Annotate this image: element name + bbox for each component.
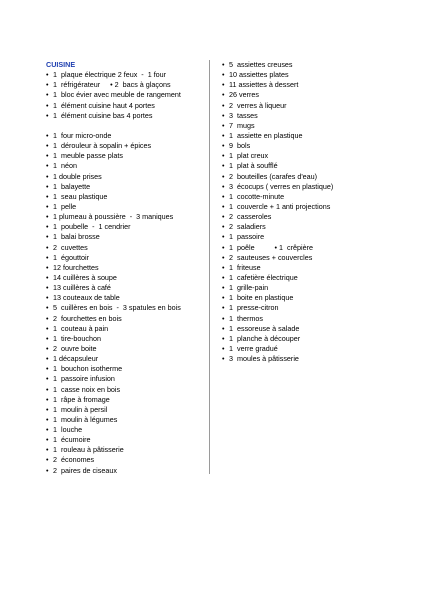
list-item-text: 1 passoire infusion (53, 374, 115, 384)
list-item (222, 253, 392, 263)
bullet-icon: • (222, 303, 225, 313)
list-item (46, 101, 206, 111)
list-item-text: 12 fourchettes (53, 262, 99, 272)
list-item (222, 354, 392, 364)
list-item (46, 273, 206, 283)
left-bottom-list (46, 131, 206, 476)
list-item (46, 415, 206, 425)
list-item (222, 151, 392, 161)
section-heading-cuisine: CUISINE (46, 60, 76, 69)
bullet-icon: • (46, 141, 49, 151)
bullet-icon: • (222, 161, 225, 171)
left-top-list (46, 70, 206, 121)
list-item (222, 314, 392, 324)
list-item (222, 182, 392, 192)
bullet-icon: • (46, 323, 49, 333)
list-item-text: 5 assiettes creuses (229, 60, 293, 69)
list-item-text: 1 bloc évier avec meuble de rangement (53, 90, 181, 100)
list-item-text: 1 casse noix en bois (53, 384, 121, 394)
list-item (46, 314, 206, 324)
bullet-icon: • (46, 354, 49, 364)
bullet-icon: • (46, 293, 49, 303)
list-item-text: 1 friteuse (229, 262, 261, 272)
list-item-text: 1 plaque électrique 2 feux - 1 four (53, 70, 167, 80)
list-item-text: 2 sauteuses + couvercles (229, 252, 313, 262)
list-item (46, 151, 206, 161)
list-item-text: 1 réfrigérateur • 2 bacs à glaçons (53, 80, 171, 90)
right-column (222, 60, 392, 364)
list-item (46, 131, 206, 141)
bullet-icon: • (222, 323, 225, 333)
bullet-icon: • (46, 161, 49, 171)
list-item (222, 232, 392, 242)
list-item (46, 222, 206, 232)
list-item-text: 2 bouteilles (carafes d'eau) (229, 171, 318, 181)
list-item-text: 1 verre gradué (229, 343, 278, 353)
bullet-icon: • (46, 283, 49, 293)
bullet-icon: • (46, 130, 49, 140)
list-item-text: 1 bouchon isotherme (53, 364, 123, 374)
list-item (46, 293, 206, 303)
bullet-icon: • (46, 151, 49, 161)
bullet-icon: • (46, 272, 49, 282)
bullet-icon: • (222, 222, 225, 232)
list-item-text: 26 verres (229, 90, 259, 100)
list-item (222, 141, 392, 151)
bullet-icon: • (222, 354, 225, 364)
list-item (46, 334, 206, 344)
list-item-text: 1 louche (53, 425, 83, 435)
list-item (46, 395, 206, 405)
list-item-text: 2 cuvettes (53, 242, 88, 252)
list-item (46, 263, 206, 273)
bullet-icon: • (46, 70, 49, 80)
list-item (222, 324, 392, 334)
bullet-icon: • (46, 343, 49, 353)
list-item (222, 263, 392, 273)
list-item (222, 222, 392, 232)
bullet-icon: • (46, 425, 49, 435)
list-item-text: 1 néon (53, 161, 77, 171)
bullet-icon: • (46, 262, 49, 272)
list-item-text: 1 égouttoir (53, 252, 89, 262)
list-item (222, 172, 392, 182)
bullet-icon: • (222, 110, 225, 120)
list-item-text: 1 poubelle - 1 cendrier (53, 222, 131, 232)
list-item (46, 192, 206, 202)
list-item (46, 455, 206, 465)
bullet-icon: • (46, 80, 49, 90)
bullet-icon: • (46, 404, 49, 414)
list-item-text: 1 moulin à légumes (53, 414, 118, 424)
list-item-text: 1 grille-pain (229, 283, 269, 293)
list-item-text: 1 plat à soufflé (229, 161, 278, 171)
list-item-text: 3 tasses (229, 110, 258, 120)
list-item-text: 1 tire-bouchon (53, 333, 101, 343)
bullet-icon: • (222, 120, 225, 130)
left-column (46, 60, 206, 476)
bullet-icon: • (46, 333, 49, 343)
list-item (222, 273, 392, 283)
bullet-icon: • (222, 333, 225, 343)
list-item (46, 90, 206, 100)
list-item-text: 1 poêle • 1 crêpière (229, 242, 314, 252)
list-item (46, 172, 206, 182)
bullet-icon: • (46, 232, 49, 242)
bullet-icon: • (222, 212, 225, 222)
list-item-text: 1 boite en plastique (229, 293, 294, 303)
list-item (222, 70, 392, 80)
list-item-text: 1 assiette en plastique (229, 130, 303, 140)
list-item-text: 1 balai brosse (53, 232, 100, 242)
list-item-text: 1 presse-citron (229, 303, 279, 313)
bullet-icon: • (46, 110, 49, 120)
bullet-icon: • (222, 201, 225, 211)
bullet-icon: • (222, 60, 225, 69)
bullet-icon: • (222, 151, 225, 161)
list-item-text: 7 mugs (229, 120, 255, 130)
bullet-icon: • (46, 222, 49, 232)
right-list (222, 60, 392, 364)
list-item-text: 1 balayette (53, 181, 91, 191)
column-divider (209, 60, 210, 474)
list-item-text: 1 couvercle + 1 anti projections (229, 201, 331, 211)
bullet-icon: • (222, 232, 225, 242)
bullet-icon: • (46, 364, 49, 374)
bullet-icon: • (46, 455, 49, 465)
bullet-icon: • (46, 313, 49, 323)
list-item (46, 141, 206, 151)
list-item (46, 253, 206, 263)
list-item-text: 2 paires de ciseaux (53, 465, 117, 475)
list-item-text: 1 écumoire (53, 435, 91, 445)
list-item-text: 1 double prises (53, 171, 102, 181)
list-item-text: 1 couteau à pain (53, 323, 109, 333)
list-item-text: 1 rouleau à pâtisserie (53, 445, 124, 455)
bullet-icon: • (222, 293, 225, 303)
list-item (46, 344, 206, 354)
bullet-icon: • (222, 80, 225, 90)
bullet-icon: • (222, 70, 225, 80)
bullet-icon: • (222, 141, 225, 151)
list-item (222, 344, 392, 354)
list-item (222, 212, 392, 222)
bullet-icon: • (222, 130, 225, 140)
bullet-icon: • (222, 252, 225, 262)
list-item-text: 1 seau plastique (53, 191, 108, 201)
bullet-icon: • (46, 435, 49, 445)
list-item-text: 1 plat creux (229, 151, 269, 161)
list-item (46, 283, 206, 293)
list-item (222, 161, 392, 171)
bullet-icon: • (222, 242, 225, 252)
list-item-text: 14 cuillères à soupe (53, 272, 117, 282)
list-item-text: 1 élément cuisine haut 4 portes (53, 100, 155, 110)
list-item-text: 1 cafetière électrique (229, 272, 298, 282)
bullet-icon: • (46, 171, 49, 181)
bullet-icon: • (46, 384, 49, 394)
list-item-text: 9 bols (229, 141, 251, 151)
list-item (222, 90, 392, 100)
list-item-text: 1 râpe à fromage (53, 394, 110, 404)
list-item-text: 10 assiettes plates (229, 70, 289, 80)
list-item (46, 243, 206, 253)
list-item (46, 324, 206, 334)
list-item (46, 354, 206, 364)
list-item (222, 111, 392, 121)
bullet-icon: • (46, 191, 49, 201)
list-item (222, 131, 392, 141)
list-item (222, 243, 392, 253)
bullet-icon: • (46, 414, 49, 424)
list-item (222, 101, 392, 111)
list-item-text: 2 saladiers (229, 222, 266, 232)
list-item (46, 161, 206, 171)
list-item-text: 13 cuillères à café (53, 283, 111, 293)
list-item (46, 364, 206, 374)
bullet-icon: • (46, 394, 49, 404)
list-item (46, 232, 206, 242)
list-item-text: 11 assiettes à dessert (229, 80, 299, 90)
bullet-icon: • (46, 374, 49, 384)
bullet-icon: • (46, 303, 49, 313)
list-item (222, 283, 392, 293)
bullet-icon: • (46, 100, 49, 110)
list-item-text: 1 four micro-onde (53, 130, 112, 140)
list-item (222, 202, 392, 212)
list-item-text: 3 écocups ( verres en plastique) (229, 181, 334, 191)
bullet-icon: • (222, 283, 225, 293)
bullet-icon: • (46, 181, 49, 191)
list-item-text: 1 dérouleur à sopalin + épices (53, 141, 152, 151)
list-item (46, 303, 206, 313)
bullet-icon: • (46, 90, 49, 100)
bullet-icon: • (222, 343, 225, 353)
list-item-text: 2 casseroles (229, 212, 272, 222)
list-item (222, 334, 392, 344)
list-item (46, 435, 206, 445)
list-item (46, 80, 206, 90)
list-item (222, 121, 392, 131)
list-item-text: 13 couteaux de table (53, 293, 120, 303)
list-item (46, 202, 206, 212)
bullet-icon: • (222, 191, 225, 201)
list-gap (46, 121, 206, 131)
bullet-icon: • (46, 252, 49, 262)
list-item (46, 445, 206, 455)
bullet-icon: • (222, 272, 225, 282)
list-item-text: 3 moules à pâtisserie (229, 354, 299, 364)
list-item (46, 212, 206, 222)
list-item-text: 1 planche à découper (229, 333, 301, 343)
list-item (46, 111, 206, 121)
list-item-text: 1 passoire (229, 232, 265, 242)
bullet-icon: • (46, 212, 49, 222)
list-item (46, 405, 206, 415)
list-item (46, 374, 206, 384)
list-item-text: 2 fourchettes en bois (53, 313, 122, 323)
list-item-text: 1 essoreuse à salade (229, 323, 300, 333)
list-item (222, 80, 392, 90)
bullet-icon: • (46, 242, 49, 252)
list-item-text: 1 élément cuisine bas 4 portes (53, 110, 153, 120)
list-item-text: 1 moulin à persil (53, 404, 108, 414)
bullet-icon: • (222, 181, 225, 191)
list-item (46, 182, 206, 192)
bullet-icon: • (222, 262, 225, 272)
list-item (46, 385, 206, 395)
list-item (222, 192, 392, 202)
list-item (46, 466, 206, 476)
list-item (222, 303, 392, 313)
list-item (222, 60, 392, 70)
list-item-text: 1 plumeau à poussière - 3 maniques (53, 212, 174, 222)
list-item-text: 1 cocotte-minute (229, 191, 285, 201)
list-item-text: 1 meuble passe plats (53, 151, 123, 161)
list-item-text: 1 thermos (229, 313, 263, 323)
list-item-text: 5 cuillères en bois - 3 spatules en bois (53, 303, 181, 313)
list-item-text: 2 verres à liqueur (229, 100, 287, 110)
bullet-icon: • (222, 90, 225, 100)
list-item-text: 1 décapsuleur (53, 354, 99, 364)
bullet-icon: • (222, 100, 225, 110)
list-item (46, 70, 206, 80)
list-item-text: 2 ouvre boite (53, 343, 97, 353)
bullet-icon: • (222, 313, 225, 323)
bullet-icon: • (46, 201, 49, 211)
bullet-icon: • (222, 171, 225, 181)
list-item (222, 293, 392, 303)
bullet-icon: • (46, 465, 49, 475)
list-item-text: 2 économes (53, 455, 95, 465)
list-item (46, 425, 206, 435)
bullet-icon: • (46, 445, 49, 455)
list-item-text: 1 pelle (53, 201, 77, 211)
